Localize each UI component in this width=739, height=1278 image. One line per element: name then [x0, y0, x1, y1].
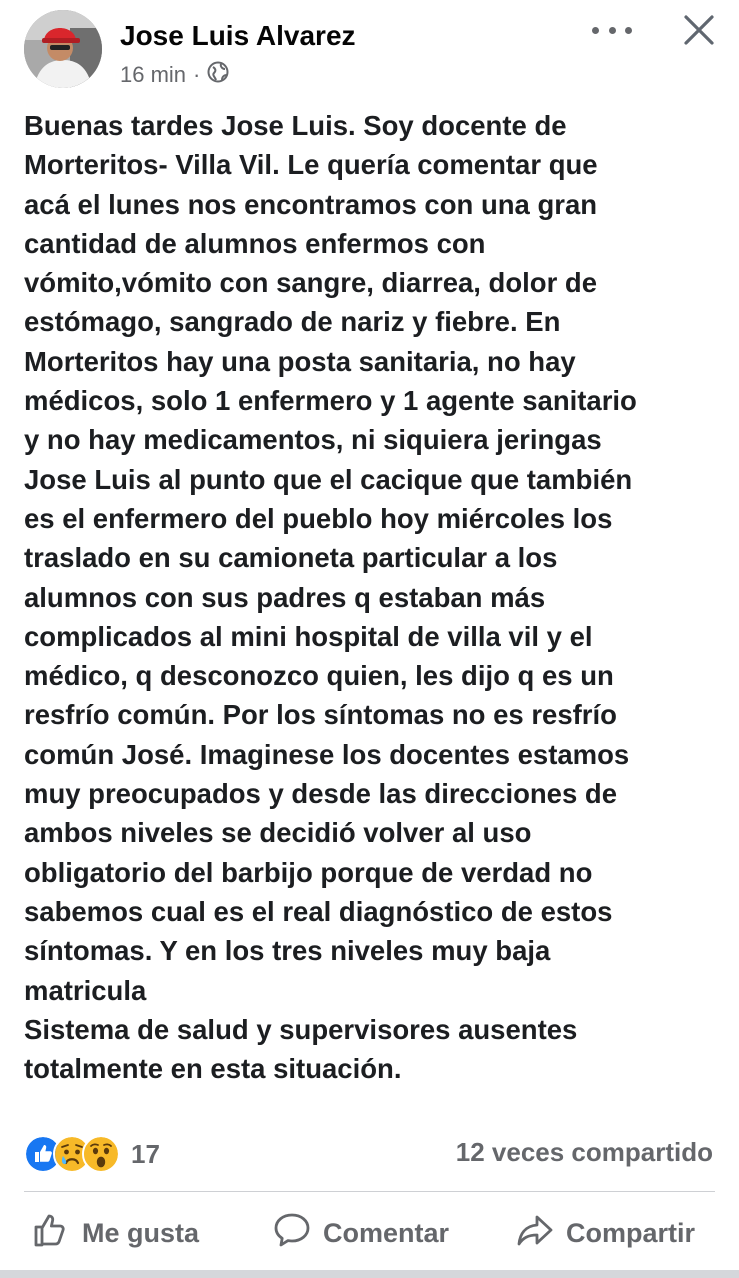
- post-text-line: síntomas. Y en los tres niveles muy baja: [24, 935, 551, 967]
- post-text-line: complicados al mini hospital de villa vil y el: [24, 620, 593, 652]
- globe-icon: [207, 61, 229, 89]
- post-text-line: alumnos con sus padres q estaban más: [24, 581, 546, 613]
- divider: [24, 1191, 715, 1192]
- post-text-line: Jose Luis al punto que el cacique que también: [24, 463, 633, 495]
- like-label: Me gusta: [82, 1217, 200, 1248]
- post-text: [24, 106, 719, 1088]
- post-text-line: muy preocupados y desde las direcciones de: [24, 778, 617, 810]
- share-count[interactable]: 12 veces compartido: [455, 1137, 713, 1167]
- share-button[interactable]: [516, 1204, 695, 1262]
- post-text-line: cantidad de alumnos enfermos con: [24, 227, 486, 259]
- like-button[interactable]: [32, 1204, 199, 1262]
- post-text-line: obligatorio del barbijo porque de verdad no: [24, 856, 593, 888]
- post-text-line: Buenas tardes Jose Luis. Soy docente de: [24, 110, 567, 141]
- post-text-line: acá el lunes nos encontramos con una gran: [24, 188, 598, 220]
- post-header: [0, 0, 739, 100]
- close-icon[interactable]: [681, 12, 717, 48]
- share-label: Compartir: [566, 1217, 696, 1248]
- post-text-line: médicos, solo 1 enfermero y 1 agente sanitario: [24, 385, 637, 417]
- post-text-line: resfrío común. Por los síntomas no es resfrío: [24, 699, 617, 731]
- reaction-count: 17: [131, 1138, 160, 1169]
- post-text-line: Sistema de salud y supervisores ausentes: [24, 1013, 578, 1045]
- post-text-line: sabemos cual es el real diagnóstico de estos: [24, 895, 613, 927]
- post-text-line: y no hay medicamentos, ni siquiera jeringas: [24, 424, 602, 456]
- post-text-line: estómago, sangrado de nariz y fiebre. En: [24, 306, 561, 338]
- post-text-line: común José. Imaginese los docentes estamos: [24, 738, 630, 770]
- post-meta: [120, 61, 229, 89]
- post-text-line: es el enfermero del pueblo hoy miércoles los: [24, 502, 613, 534]
- comment-label: Comentar: [323, 1217, 450, 1248]
- meta-separator: ·: [193, 62, 201, 87]
- post-text-line: médico, q desconozco quien, les dijo q es un: [24, 660, 614, 692]
- comment-icon: [273, 1211, 323, 1256]
- more-horizontal-icon[interactable]: [592, 18, 632, 42]
- post-text-line: totalmente en esta situación.: [24, 1053, 402, 1085]
- author-name[interactable]: Jose Luis Alvarez: [120, 20, 356, 51]
- post-text-line: Morteritos hay una posta sanitaria, no hay: [24, 345, 576, 377]
- post-time[interactable]: 16 min: [120, 62, 187, 87]
- post-text-line: traslado en su camioneta particular a los: [24, 542, 558, 574]
- post-text-line: Morteritos- Villa Vil. Le quería comentar que: [24, 149, 598, 181]
- bottom-separator: [0, 1270, 739, 1278]
- thumbs-up-icon: [32, 1211, 82, 1256]
- wow-icon: [82, 1135, 120, 1173]
- reaction-summary[interactable]: [24, 1134, 160, 1174]
- post-text-line: vómito,vómito con sangre, diarrea, dolor de: [24, 267, 598, 299]
- reaction-icons: [24, 1135, 111, 1173]
- share-icon: [516, 1211, 566, 1256]
- action-bar: [0, 1204, 739, 1262]
- comment-button[interactable]: [273, 1204, 449, 1262]
- post-text-line: ambos niveles se decidió volver al uso: [24, 817, 532, 849]
- author-avatar[interactable]: [24, 10, 102, 88]
- post-text-line: matricula: [24, 974, 147, 1006]
